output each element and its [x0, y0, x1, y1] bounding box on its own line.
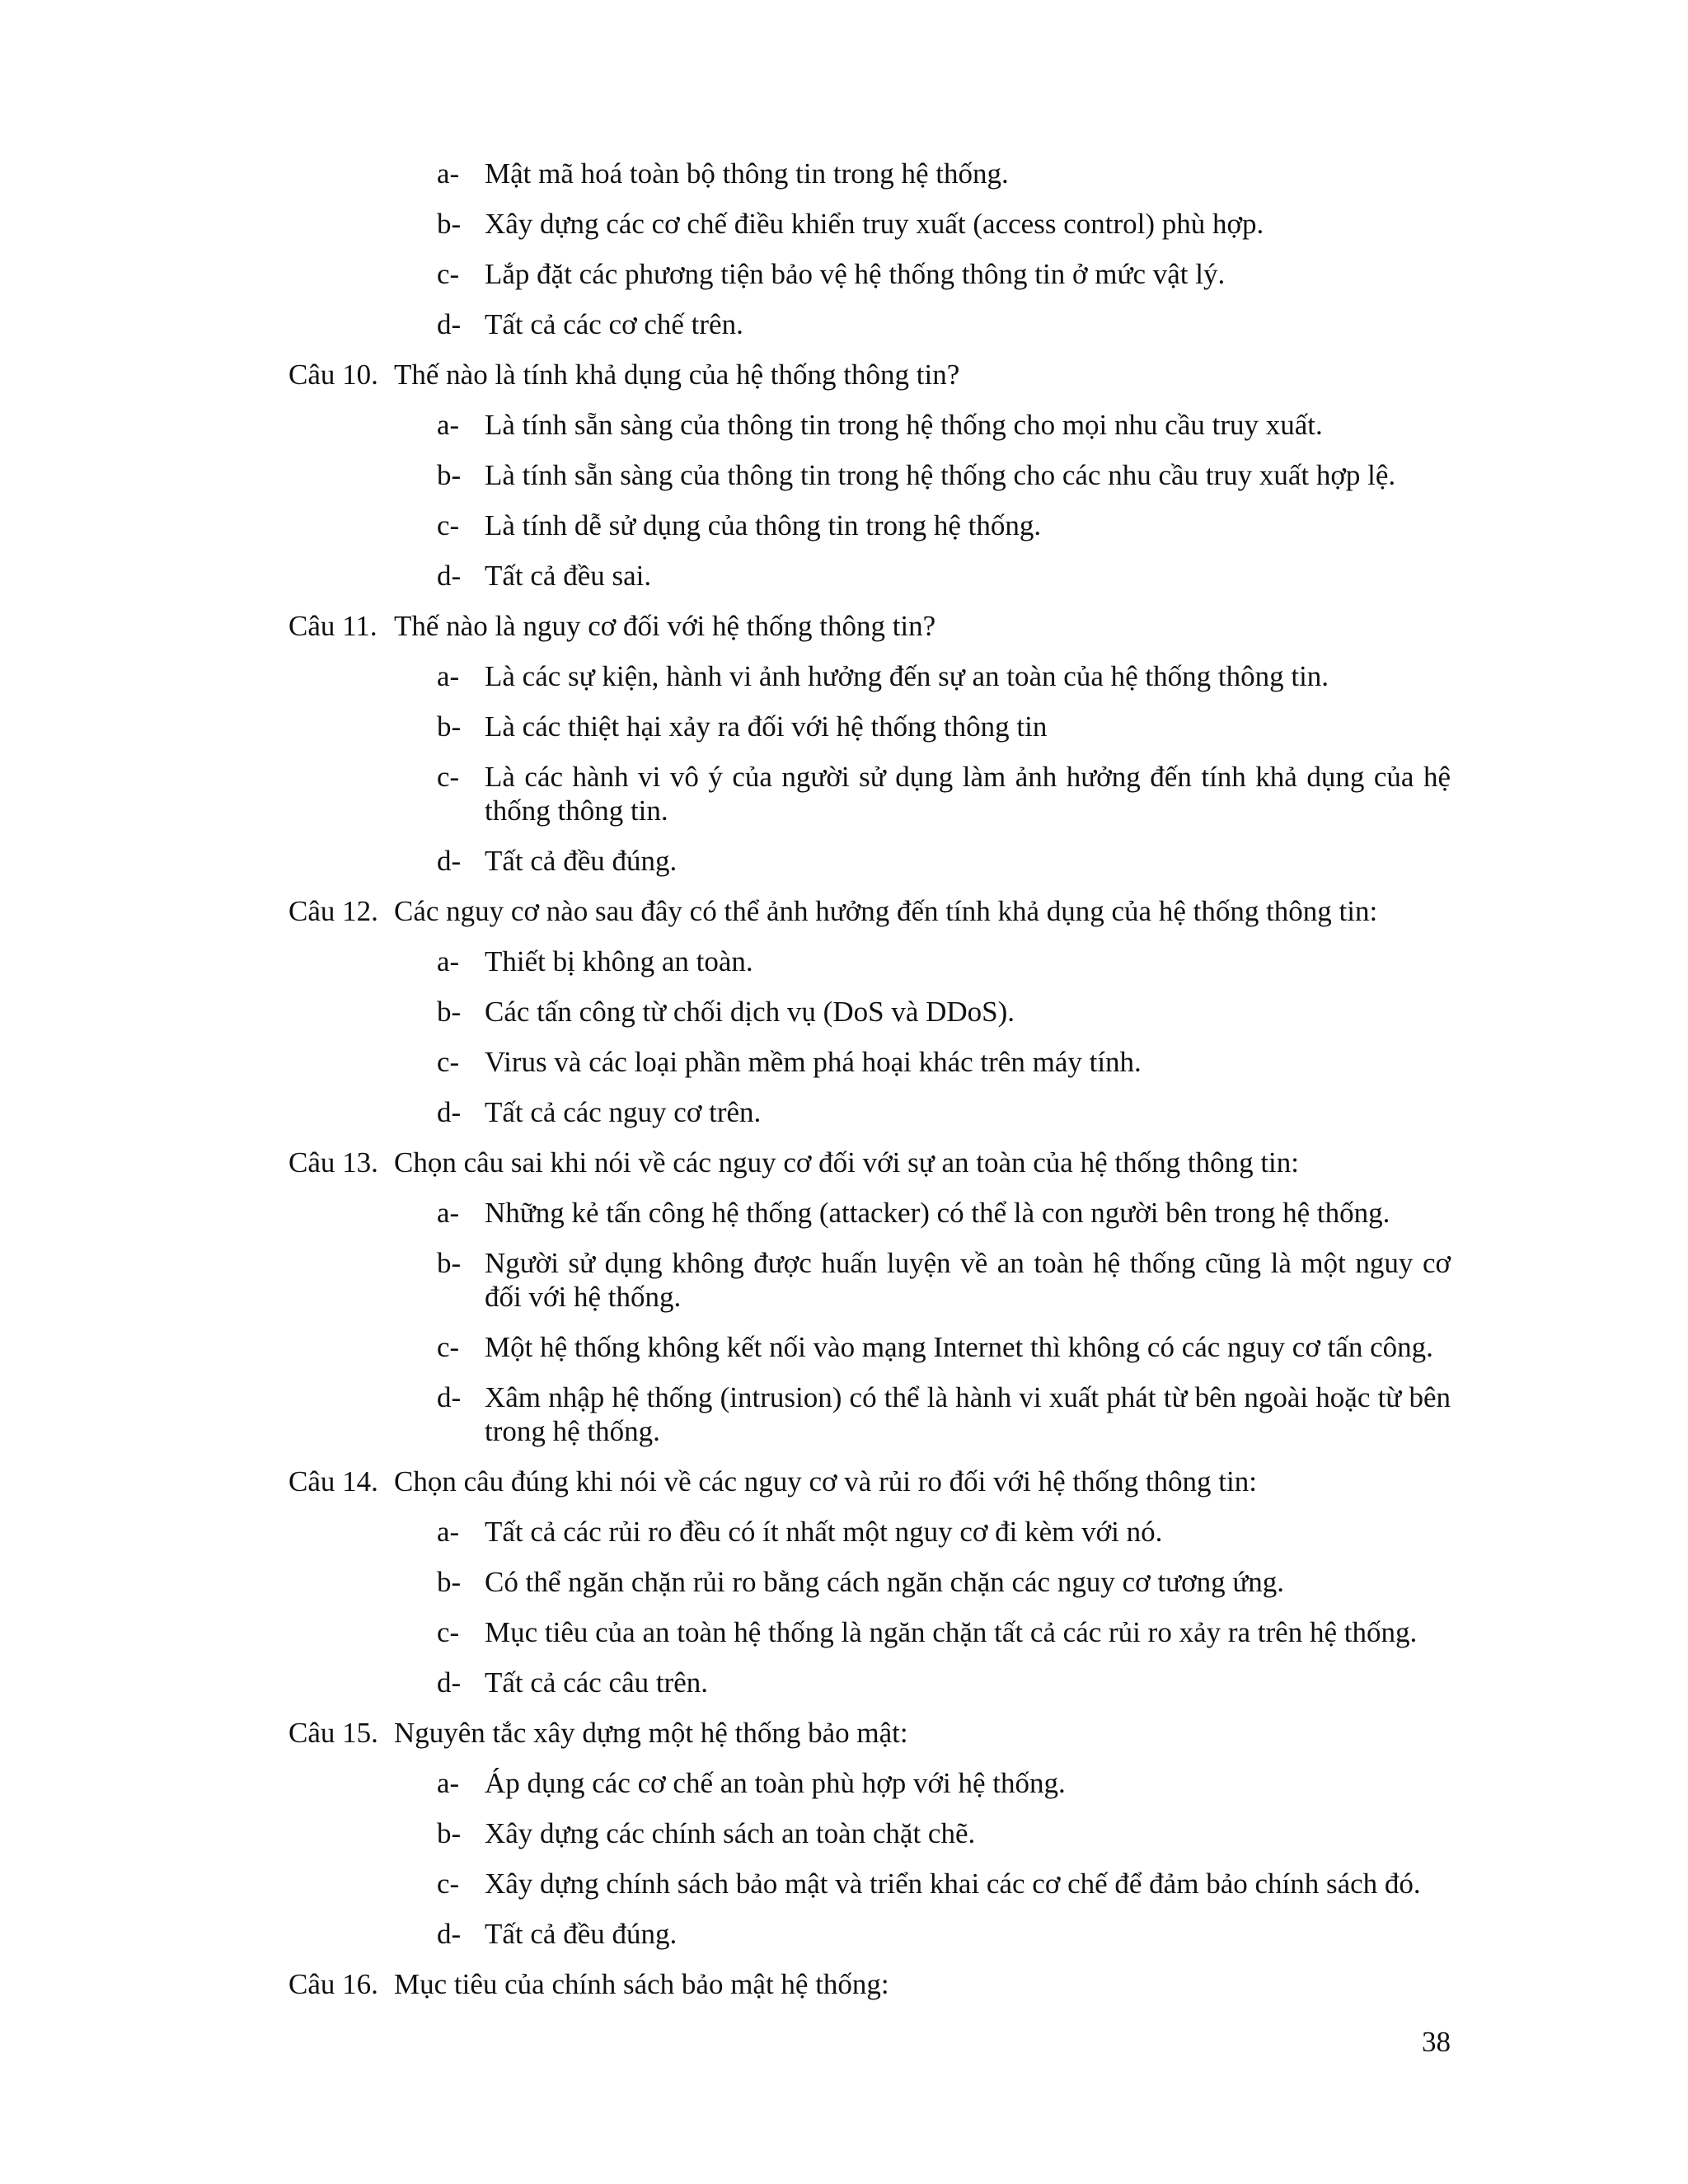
option-letter: b- — [437, 1566, 462, 1598]
option-text: Tất cả các rủi ro đều có ít nhất một nguy cơ đi kèm với nó. — [485, 1516, 1163, 1548]
question-text: Nguyên tắc xây dựng một hệ thống bảo mật: — [394, 1717, 908, 1749]
page-content — [288, 157, 1451, 2018]
option-letter: d- — [437, 560, 462, 592]
option-item — [288, 1095, 1451, 1129]
option-letter: c- — [437, 1616, 460, 1648]
option-item — [288, 1615, 1451, 1649]
option-item — [288, 307, 1451, 341]
option-text: Những kẻ tấn công hệ thống (attacker) có thể là con người bên trong hệ thống. — [485, 1197, 1390, 1229]
option-text: Tất cả đều đúng. — [485, 845, 678, 877]
question-label: Câu 15. — [288, 1717, 378, 1749]
option-item — [288, 559, 1451, 593]
option-item — [288, 1867, 1451, 1900]
option-letter: a- — [437, 660, 460, 692]
option-text: Mục tiêu của an toàn hệ thống là ngăn chặn tất cả các rủi ro xảy ra trên hệ thống. — [485, 1616, 1418, 1648]
option-item — [288, 1380, 1451, 1448]
option-item — [288, 157, 1451, 190]
question-10 — [288, 358, 1451, 391]
option-letter: c- — [437, 1046, 460, 1078]
option-item — [288, 944, 1451, 978]
option-letter: d- — [437, 1096, 462, 1128]
option-item — [288, 509, 1451, 542]
option-text: Tất cả đều đúng. — [485, 1918, 678, 1950]
question-16 — [288, 1967, 1451, 2001]
option-text: Xây dựng các cơ chế điều khiển truy xuất (access control) phù hợp. — [485, 208, 1264, 240]
option-text: Một hệ thống không kết nối vào mạng Internet thì không có các nguy cơ tấn công. — [485, 1331, 1433, 1363]
option-letter: c- — [437, 258, 460, 290]
option-text: Người sử dụng không được huấn luyện về an toàn hệ thống cũng là một nguy cơ đối với hệ thống. — [485, 1247, 1451, 1313]
option-text: Có thể ngăn chặn rủi ro bằng cách ngăn chặn các nguy cơ tương ứng. — [485, 1566, 1285, 1598]
option-text: Tất cả đều sai. — [485, 560, 652, 592]
option-text: Tất cả các nguy cơ trên. — [485, 1096, 762, 1128]
option-letter: b- — [437, 996, 462, 1028]
option-letter: b- — [437, 208, 462, 240]
option-item — [288, 995, 1451, 1029]
question-text: Chọn câu đúng khi nói về các nguy cơ và rủi ro đối với hệ thống thông tin: — [394, 1465, 1257, 1497]
leading-options — [288, 157, 1451, 341]
option-item — [288, 1666, 1451, 1699]
option-text: Tất cả các cơ chế trên. — [485, 308, 743, 340]
option-item — [288, 458, 1451, 492]
option-letter: a- — [437, 157, 460, 190]
question-label: Câu 12. — [288, 895, 378, 927]
question-text: Các nguy cơ nào sau đây có thể ảnh hưởng đến tính khả dụng của hệ thống thông tin: — [394, 895, 1378, 927]
question-13 — [288, 1146, 1451, 1179]
question-label: Câu 11. — [288, 610, 377, 642]
option-text: Xâm nhập hệ thống (intrusion) có thể là hành vi xuất phát từ bên ngoài hoặc từ bên trong hệ thống. — [485, 1381, 1451, 1447]
option-letter: a- — [437, 1767, 460, 1799]
option-item — [288, 1045, 1451, 1079]
option-item — [288, 710, 1451, 743]
question-12 — [288, 894, 1451, 928]
option-item — [288, 1196, 1451, 1230]
question-text: Thế nào là tính khả dụng của hệ thống thông tin? — [394, 359, 960, 391]
option-letter: b- — [437, 459, 462, 491]
option-letter: c- — [437, 761, 460, 793]
question-11 — [288, 609, 1451, 643]
option-letter: d- — [437, 1918, 462, 1950]
question-text: Mục tiêu của chính sách bảo mật hệ thống: — [394, 1968, 889, 2000]
option-text: Là tính sẵn sàng của thông tin trong hệ thống cho mọi nhu cầu truy xuất. — [485, 409, 1323, 441]
option-letter: b- — [437, 710, 462, 743]
question-label: Câu 10. — [288, 359, 378, 391]
option-letter: c- — [437, 1331, 460, 1363]
option-letter: a- — [437, 945, 460, 977]
option-text: Là các hành vi vô ý của người sử dụng làm ảnh hưởng đến tính khả dụng của hệ thống thông tin. — [485, 761, 1451, 827]
option-item — [288, 1246, 1451, 1314]
option-letter: a- — [437, 409, 460, 441]
page-number: 38 — [1422, 2026, 1451, 2058]
question-label: Câu 13. — [288, 1146, 378, 1179]
option-letter: b- — [437, 1817, 462, 1849]
option-text: Lắp đặt các phương tiện bảo vệ hệ thống thông tin ở mức vật lý. — [485, 258, 1226, 290]
option-item — [288, 1515, 1451, 1549]
question-15 — [288, 1716, 1451, 1750]
option-text: Là tính dễ sử dụng của thông tin trong hệ thống. — [485, 509, 1042, 541]
option-item — [288, 659, 1451, 693]
option-item — [288, 1565, 1451, 1599]
option-letter: b- — [437, 1247, 462, 1279]
option-item — [288, 1816, 1451, 1850]
option-text: Là các sự kiện, hành vi ảnh hưởng đến sự an toàn của hệ thống thông tin. — [485, 660, 1329, 692]
option-item — [288, 257, 1451, 291]
option-item — [288, 408, 1451, 442]
option-letter: c- — [437, 509, 460, 541]
option-letter: d- — [437, 308, 462, 340]
option-text: Mật mã hoá toàn bộ thông tin trong hệ thống. — [485, 157, 1009, 190]
question-label: Câu 16. — [288, 1968, 378, 2000]
option-text: Thiết bị không an toàn. — [485, 945, 753, 977]
option-letter: c- — [437, 1868, 460, 1900]
option-item — [288, 1330, 1451, 1364]
option-text: Virus và các loại phần mềm phá hoại khác trên máy tính. — [485, 1046, 1142, 1078]
option-text: Các tấn công từ chối dịch vụ (DoS và DDoS). — [485, 996, 1015, 1028]
question-label: Câu 14. — [288, 1465, 378, 1497]
question-text: Chọn câu sai khi nói về các nguy cơ đối với sự an toàn của hệ thống thông tin: — [394, 1146, 1299, 1179]
option-text: Là các thiệt hại xảy ra đối với hệ thống thông tin — [485, 710, 1048, 743]
option-item — [288, 760, 1451, 827]
option-item — [288, 1766, 1451, 1800]
option-letter: a- — [437, 1197, 460, 1229]
option-text: Áp dụng các cơ chế an toàn phù hợp với hệ thống. — [485, 1767, 1066, 1799]
option-letter: d- — [437, 1666, 462, 1699]
option-text: Xây dựng chính sách bảo mật và triển khai các cơ chế để đảm bảo chính sách đó. — [485, 1868, 1421, 1900]
option-text: Tất cả các câu trên. — [485, 1666, 709, 1699]
option-item — [288, 207, 1451, 241]
option-text: Xây dựng các chính sách an toàn chặt chẽ. — [485, 1817, 976, 1849]
option-letter: a- — [437, 1516, 460, 1548]
question-text: Thế nào là nguy cơ đối với hệ thống thông tin? — [394, 610, 936, 642]
option-item — [288, 1917, 1451, 1951]
option-letter: d- — [437, 845, 462, 877]
option-text: Là tính sẵn sàng của thông tin trong hệ thống cho các nhu cầu truy xuất hợp lệ. — [485, 459, 1396, 491]
option-item — [288, 844, 1451, 878]
option-letter: d- — [437, 1381, 462, 1413]
question-14 — [288, 1465, 1451, 1498]
